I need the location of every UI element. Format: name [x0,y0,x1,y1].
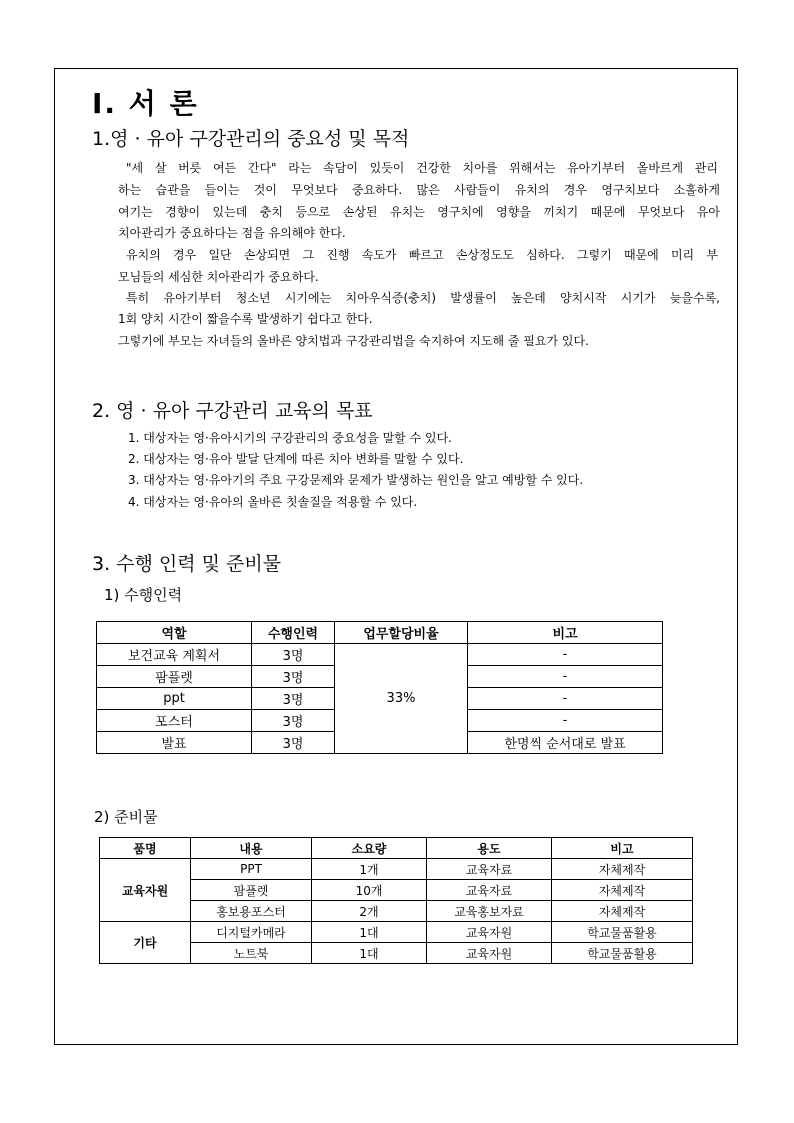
table-cell: 자체제작 [552,859,693,880]
table-cell: 3명 [252,644,335,666]
table-cell: 한명씩 순서대로 발표 [468,732,663,754]
ratio-cell: 33% [335,644,468,754]
table-cell: 노트북 [191,943,312,964]
table-header-cell: 품명 [100,838,191,859]
table-cell: 3명 [252,688,335,710]
section1-line-2: 하는 습관을 들이는 것이 무엇보다 중요하다. 많은 사람들이 유치의 경우 영구치보다 소홀하게 [118,183,720,197]
supply-subheading: 2) 준비물 [94,808,158,826]
table-row [97,644,663,666]
table-row [100,922,693,943]
table-cell: 3명 [252,710,335,732]
table-cell: PPT [191,859,312,880]
table-cell: 팜플렛 [191,880,312,901]
table-cell: 3명 [252,732,335,754]
table-header-cell: 역할 [97,622,252,644]
table-cell: 교육자원 [427,943,552,964]
table-cell: 1개 [312,859,427,880]
table-cell: 학교물품활용 [552,922,693,943]
table-header-cell: 업무할당비율 [335,622,468,644]
table-cell: 1대 [312,943,427,964]
section1-line-9: 그렇기에 부모는 자녀들의 올바른 양치법과 구강관리법을 숙지하여 지도해 줄 필요가 있다. [118,334,589,348]
table-cell: 학교물품활용 [552,943,693,964]
table-cell: 10개 [312,880,427,901]
section1-line-1: "세 살 버릇 여든 간다" 라는 속담이 있듯이 건강한 치아를 위해서는 유아기부터 올바르게 관리 [126,161,718,175]
group-cell: 교육자원 [100,859,191,922]
table-cell: - [468,710,663,732]
table-cell: - [468,688,663,710]
table-cell: ppt [97,688,252,710]
table-header-row [97,622,663,644]
table-header-row [100,838,693,859]
table-cell: 홍보용포스터 [191,901,312,922]
table-header-cell: 용도 [427,838,552,859]
table-cell: 3명 [252,666,335,688]
section1-line-3: 여기는 경향이 있는데 충치 등으로 손상된 유치는 영구치에 영향을 끼치기 때문에 무엇보다 유아 [118,205,720,219]
table-cell: 2개 [312,901,427,922]
section1-heading: 1.영 · 유아 구강관리의 중요성 및 목적 [92,128,410,150]
table-header-cell: 소요량 [312,838,427,859]
table-row [100,859,693,880]
group-cell: 기타 [100,922,191,964]
table-cell: 디지털카메라 [191,922,312,943]
staff-subheading: 1) 수행인력 [104,586,183,604]
table-cell: 교육자원 [427,922,552,943]
section1-line-5: 유치의 경우 일단 손상되면 그 진행 속도가 빠르고 손상정도도 심하다. 그렇기 때문에 미리 부 [126,248,718,262]
goal-item-1: 1. 대상자는 영·유아시기의 구강관리의 중요성을 말할 수 있다. [128,431,452,445]
section1-line-4: 치아관리가 중요하다는 점을 유의해야 한다. [118,226,346,240]
table-header-cell: 내용 [191,838,312,859]
table-cell: 팜플렛 [97,666,252,688]
table-cell: 자체제작 [552,901,693,922]
table-cell: 교육홍보자료 [427,901,552,922]
section2-heading: 2. 영 · 유아 구강관리 교육의 목표 [92,400,373,422]
table-cell: - [468,644,663,666]
table-header-cell: 비고 [468,622,663,644]
table-cell: 교육자료 [427,859,552,880]
page-title: I. 서 론 [92,87,199,120]
table-cell: 자체제작 [552,880,693,901]
table-cell: - [468,666,663,688]
section1-line-8: 1회 양치 시간이 짧을수록 발생하기 쉽다고 한다. [118,312,373,326]
goal-item-4: 4. 대상자는 영·유아의 올바른 칫솔질을 적용할 수 있다. [128,495,418,509]
table-cell: 발표 [97,732,252,754]
section1-line-7: 특히 유아기부터 청소년 시기에는 치아우식증(충치) 발생률이 높은데 양치시작 시기가 늦을수록, [126,291,720,305]
section3-heading: 3. 수행 인력 및 준비물 [92,553,282,575]
staff-table [96,621,663,754]
section1-line-6: 모님들의 세심한 치아관리가 중요하다. [118,270,319,284]
table-header-cell: 비고 [552,838,693,859]
table-cell: 1대 [312,922,427,943]
goal-item-3: 3. 대상자는 영·유아기의 주요 구강문제와 문제가 발생하는 원인을 알고 예방할 수 있다. [128,473,584,487]
table-cell: 포스터 [97,710,252,732]
table-cell: 교육자료 [427,880,552,901]
goal-item-2: 2. 대상자는 영·유아 발달 단계에 따른 치아 변화를 말할 수 있다. [128,452,464,466]
supply-table [99,837,693,964]
table-header-cell: 수행인력 [252,622,335,644]
table-cell: 보건교육 계획서 [97,644,252,666]
